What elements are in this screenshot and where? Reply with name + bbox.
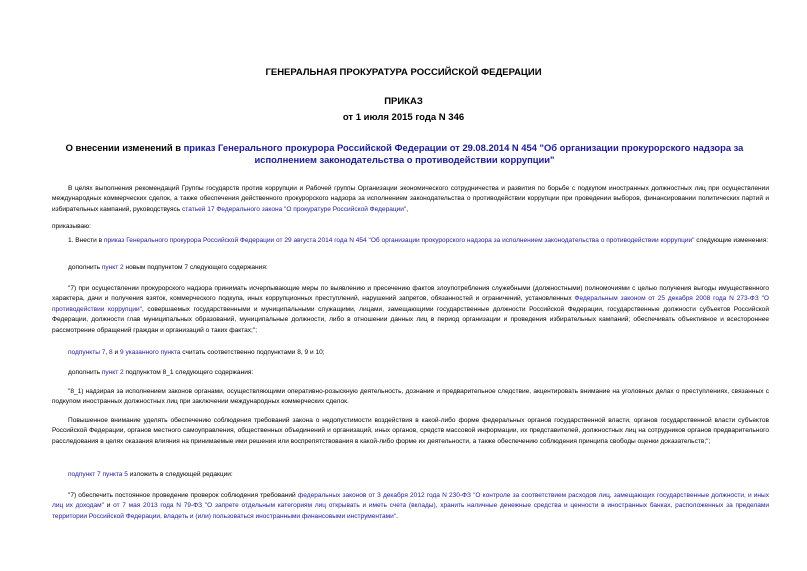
add-sub7-text: дополнить [68,264,102,271]
subpoint-9-link[interactable]: 9 указанного пункта [120,349,181,356]
preamble-text: В целях выполнения рекомендаций Группы государств против коррупции и Рабочей группы Организации экономического сотрудничества и развития по борьбе с подкупом иностранных должностных лиц при осуществлении международных коммерческих сделок, а также обеспечения действенного прокурорского надзора за исполнением законодательства о противодействии коррупции при проведении выборов, финансировании политических партий и избирательных кампаний, руководствуясь [52,185,769,213]
order-454-link[interactable]: приказ Генерального прокурора Российской Федерации от 29 августа 2014 года N 454 "Об организации прокурорского надзора за исполнением законодательства о противодействии коррупции" [103,237,695,244]
paragraph-sub7-content [52,284,769,336]
item-1-end: следующие изменения: [694,237,769,244]
sub7-text-end: , совершаемых государственными и муниципальными служащими, лицами, замещающими государственные должности Российской Федерации, государственные должности субъектов Российской Федерации, должности глав муниципальных образований, муниципальные должности, либо в отношении данных лиц в период организации и проведения избирательных кампаний; обеспечивать объективное и всестороннее рассмотрение обращений граждан и организаций о таких фактах;"; [52,305,769,334]
law-article-17-link[interactable]: статьей 17 Федерального закона "О прокуратуре Российской Федерации" [182,205,407,213]
paragraph-sub7-point5 [52,470,769,480]
doc-type-heading: ПРИКАЗ [384,96,423,107]
paragraph-order-word: приказываю: [52,223,91,230]
paragraph-sub8-1-content: "8_1) надзирая за исполнением законов органами, осуществляющими оперативно-розыскную деятельность, дознание и предварительное следствие, акцентировать внимание на уголовных делах о преступлениях, связанных с подкупом иностранных должностных лиц при заключении международных коммерческих сделок. [52,388,769,406]
law-79-link[interactable]: от 7 мая 2013 года N 79-ФЗ "О запрете отдельным категориям лиц открывать и иметь счета (вклады), хранить наличные денежные средства и ценности в иностранных банках, расположенных за пределами территории Российской Федерации, владеть и (или) пользоваться иностранными финансовыми инструментами" [52,502,770,520]
new-sub7-and: и [103,502,114,510]
paragraph-add-sub8-1 [52,368,769,378]
title-order-link[interactable]: приказ Генерального прокурора Российской Федерации от 29.08.2014 N 454 "Об организации прокурорского надзора за исполнением законодательства о противодействии коррупции" [183,142,744,165]
paragraph-attention: Повышенное внимание уделять обеспечению соблюдения требований закона о недопустимости воздействия в какой-либо форме федеральных органов государственной власти, органов государственной власти субъектов Российской Федерации, органов местного самоуправления, общественных объединений и организаций, иных органов, средств массовой информации, их представителей, должностных лиц на сотрудников органов предварительного расследования в целях оказания влияния на принимаемые ими решения или воспрепятствования в какой-либо форме их деятельности, а также обеспечению соблюдения принципа свободы оценки доказательств;"; [52,417,769,445]
sub7-text: "7) при осуществлении прокурорского надзора принимать исчерпывающие меры по выявлению и пресечению фактов злоупотребления служебными (должностными) полномочиями с целью получения выгоды имущественного характера, дачи и получения взяток, коммерческого подкупа, иных коррупционных преступлений, нарушений запретов, обязанностей и ограничений, установленных [52,285,769,303]
paragraph-add-sub7 [52,263,769,273]
org-heading: ГЕНЕРАЛЬНАЯ ПРОКУРАТУРА РОССИЙСКОЙ ФЕДЕРАЦИИ [265,67,542,78]
sub7-point5-text: изложить в следующей редакции: [127,471,233,478]
paragraph-item-1 [52,236,769,246]
point-2-link-second[interactable]: пункт 2 [101,369,124,376]
paragraph-preamble [52,184,769,215]
point-2-link[interactable]: пункт 2 [101,264,124,271]
law-273-link[interactable]: Федеральным законом от 25 декабря 2008 года N 273-ФЗ "О противодействии коррупции" [52,295,769,313]
add-sub7-text-end: новым подпунктом 7 следующего содержания: [123,264,268,271]
document-title [52,142,757,166]
renumber-and: и [112,349,120,356]
item-1-number: 1. Внести в [68,237,104,244]
paragraph-new-sub7 [52,491,769,522]
add-sub8-1-text-end: подпунктом 8_1 следующего содержания: [123,369,254,376]
renumber-text: считать соответственно подпунктами 8, 9 и 10; [180,349,325,356]
add-sub8-1-text: дополнить [68,369,102,376]
title-prefix: О внесении изменений в [65,142,184,153]
subpoint-8-link[interactable]: 8 [109,349,113,356]
renumber-sep: , [105,349,110,356]
date-number: от 1 июля 2015 года N 346 [342,112,465,123]
law-230-link[interactable]: федеральных законов от 3 декабря 2012 года N 230-ФЗ "О контроле за соответствием расходов лиц, замещающих государственные должности, и иных лиц их доходам" [52,492,769,510]
new-sub7-text: "7) обеспечить постоянное проведение проверок соблюдения требований [68,492,298,499]
subpoint-7-point-5-link[interactable]: подпункт 7 пункта 5 [68,471,128,478]
new-sub7-end: . [396,512,398,520]
subpoints-7-link[interactable]: подпункты 7 [68,349,106,356]
paragraph-renumber [52,348,769,358]
preamble-end: , [406,205,409,213]
